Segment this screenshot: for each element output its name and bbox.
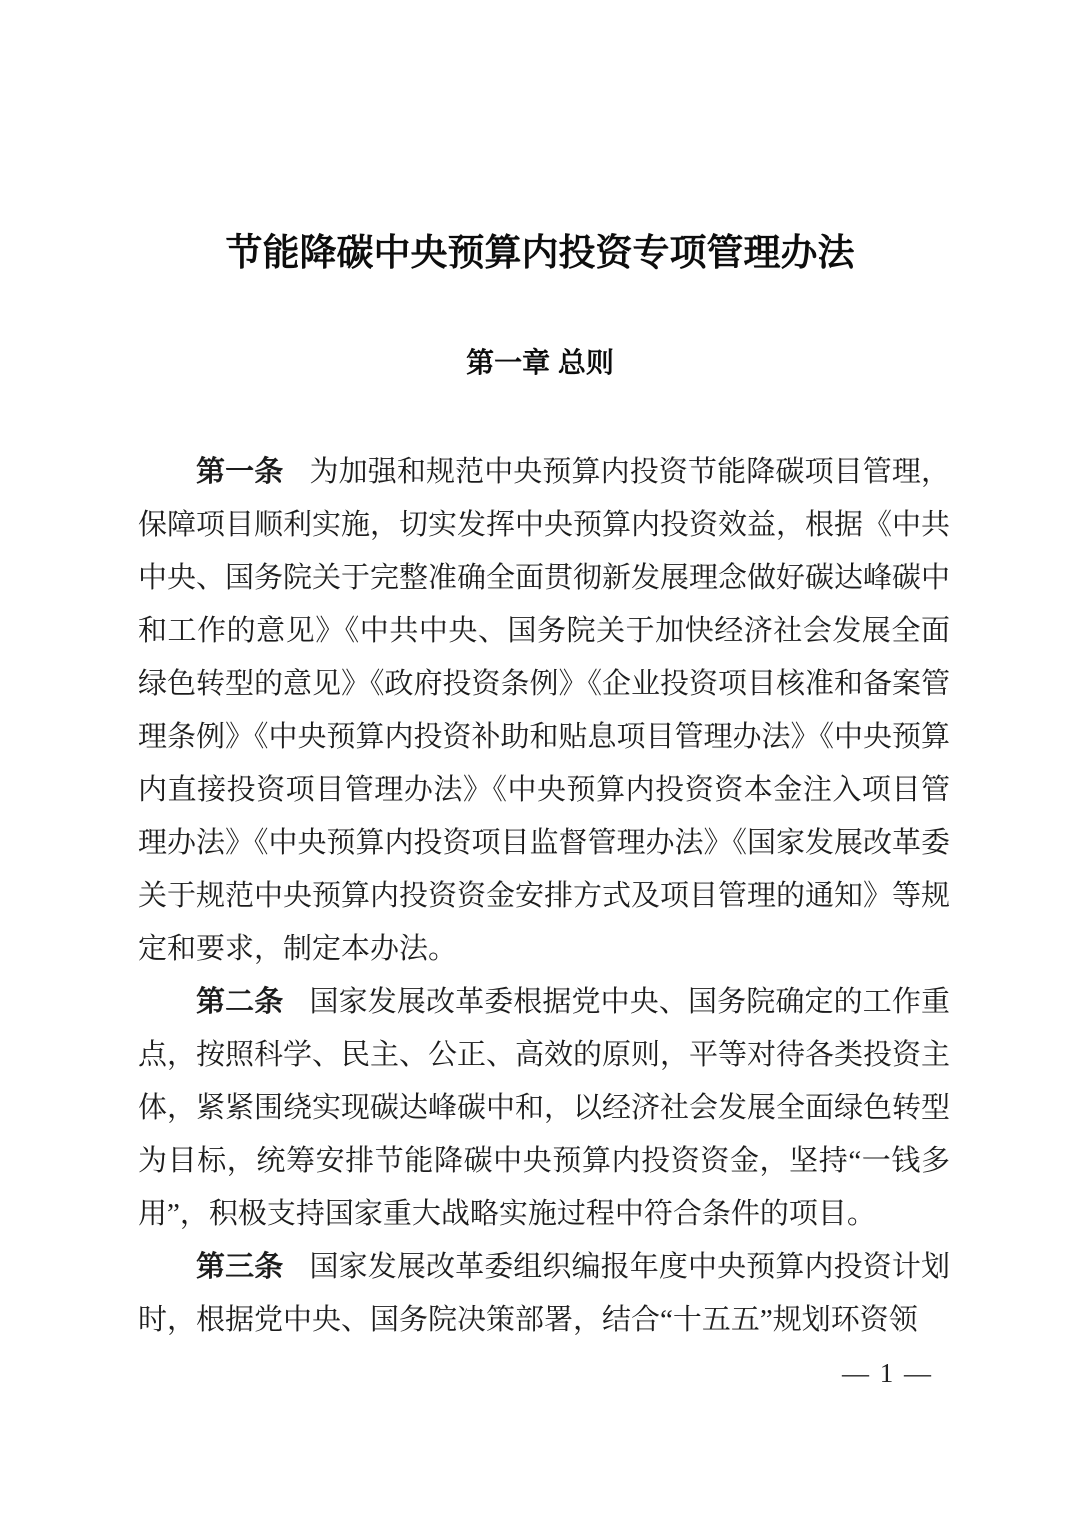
- article-paragraph-2: [138, 976, 950, 1241]
- article-text-2: 国家发展改革委根据党中央、国务院确定的工作重点，按照科学、民主、公正、高效的原则，平等对待各类投资主体，紧紧围绕实现碳达峰碳中和，以经济社会发展全面绿色转型为目标，统筹安排节能降碳中央预算内投资资金，坚持“一钱多用”，积极支持国家重大战略实施过程中符合条件的项目。: [138, 986, 951, 1230]
- document-body: [138, 446, 950, 1347]
- article-paragraph-1: [138, 446, 950, 976]
- article-paragraph-3: [138, 1241, 950, 1347]
- page-number: — 1 —: [842, 1358, 933, 1388]
- article-number-3: 第三条: [196, 1251, 284, 1283]
- article-number-1: 第一条: [196, 456, 284, 488]
- document-title: 节能降碳中央预算内投资专项管理办法: [225, 233, 855, 274]
- article-text-3: 国家发展改革委组织编报年度中央预算内投资计划时，根据党中央、国务院决策部署，结合“十五五”规划环资领: [138, 1251, 950, 1336]
- article-number-2: 第二条: [196, 986, 284, 1018]
- chapter-heading: 第一章 总则: [466, 347, 614, 378]
- article-text-1: 为加强和规范中央预算内投资节能降碳项目管理，保障项目顺利实施，切实发挥中央预算内投资效益，根据《中共中央、国务院关于完整准确全面贯彻新发展理念做好碳达峰碳中和工作的意见》《中共中央、国务院关于加快经济社会发展全面绿色转型的意见》《政府投资条例》《企业投资项目核准和备案管理条例》《中央预算内投资补助和贴息项目管理办法》《中央预算内直接投资项目管理办法》《中央预算内投资资本金注入项目管理办法》《中央预算内投资项目监督管理办法》《国家发展改革委关于规范中央预算内投资资金安排方式及项目管理的通知》等规定和要求，制定本办法。: [138, 456, 951, 965]
